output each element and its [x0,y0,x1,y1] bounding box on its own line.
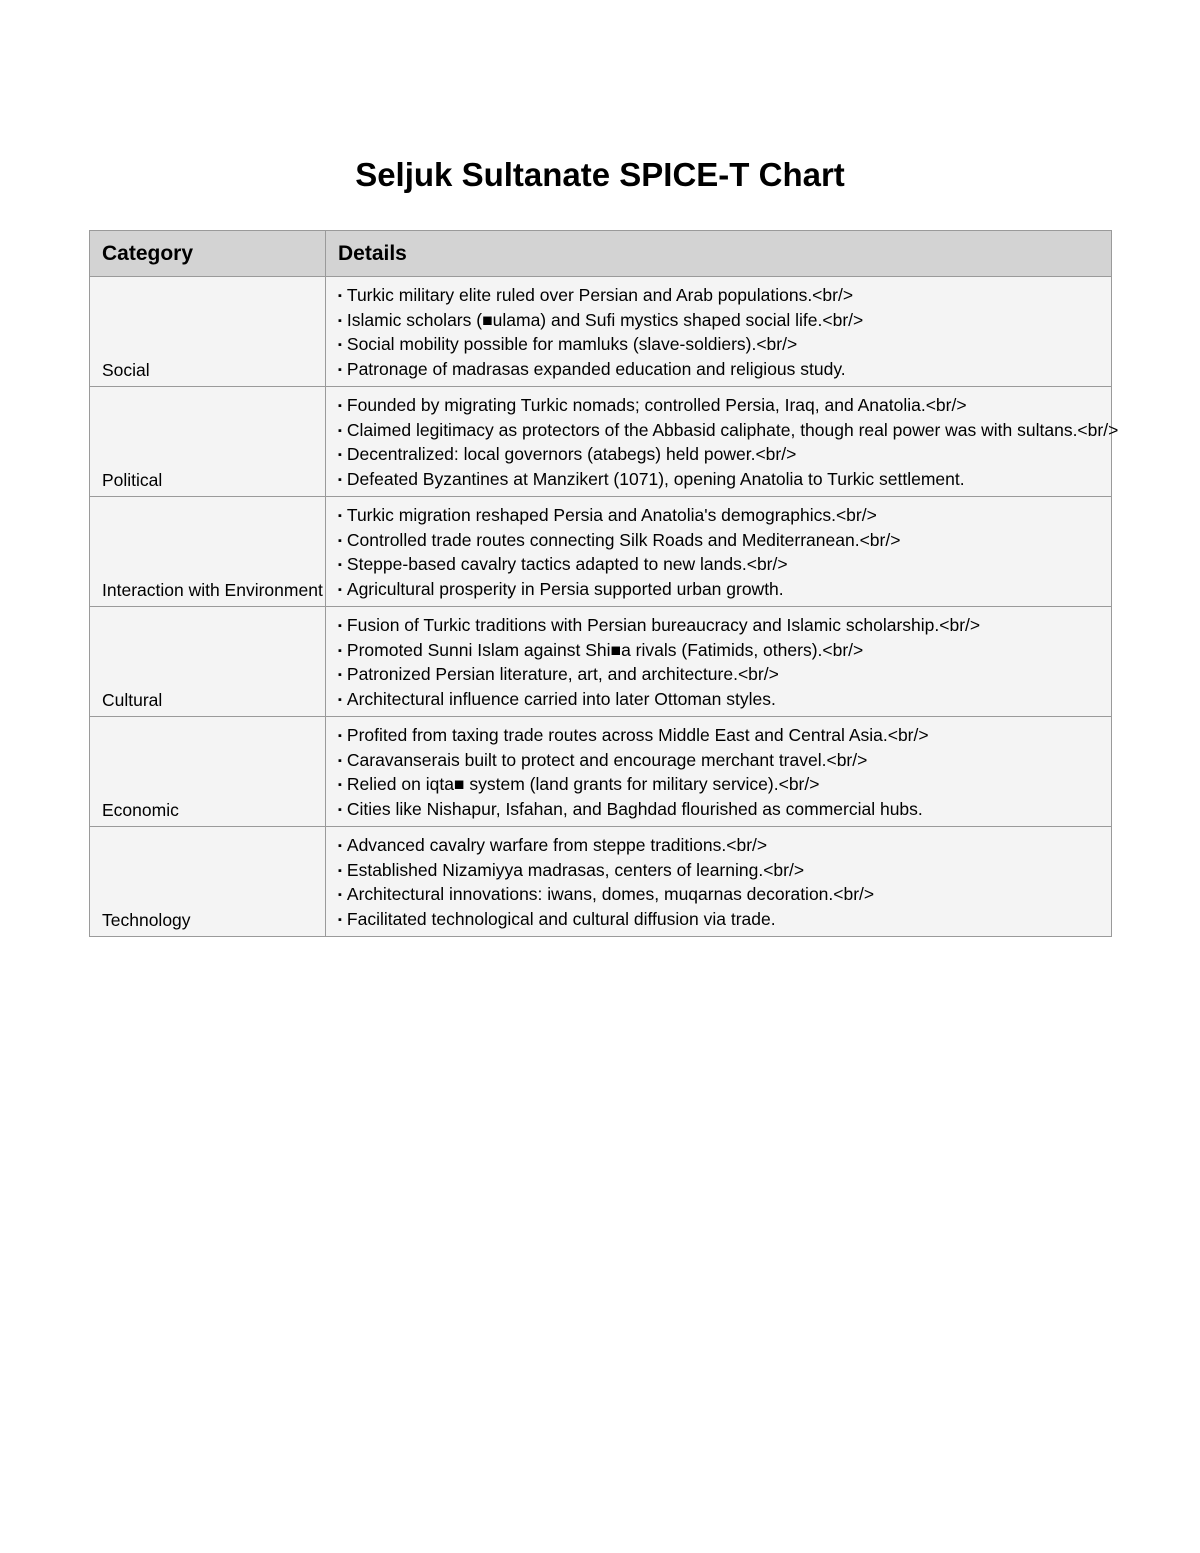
detail-item [338,798,1099,823]
bullet-icon: ▪ [338,559,342,571]
detail-text: Architectural innovations: iwans, domes, muqarnas decoration.<br/> [346,884,875,904]
bullet-icon: ▪ [338,473,342,486]
bullet-icon: ▪ [338,864,342,877]
spice-t-table [89,230,1119,937]
detail-text: Claimed legitimacy as protectors of the Abbasid caliphate, though real power was with sultans.<br/> [346,419,1119,440]
detail-text: Cities like Nishapur, Isfahan, and Baghdad flourished as commercial hubs. [346,798,923,819]
detail-item [338,394,1099,419]
detail-item [338,358,1099,383]
detail-item [338,443,1099,468]
category-cell: Social [90,277,326,387]
bullet-icon: ▪ [338,339,342,351]
bullet-icon: ▪ [338,693,342,706]
bullet-icon: ▪ [338,754,342,767]
detail-text: Fusion of Turkic traditions with Persian bureaucracy and Islamic scholarship.<br/> [346,615,981,635]
detail-text: Promoted Sunni Islam against Shi■a rivals (Fatimids, others).<br/> [346,639,864,660]
bullet-icon: ▪ [338,534,342,547]
bullet-icon: ▪ [338,363,342,376]
table-body [90,277,1119,937]
detail-item [338,504,1099,529]
bullet-icon: ▪ [338,620,342,632]
bullet-icon: ▪ [338,583,342,596]
detail-item [338,773,1099,798]
detail-text: Caravanserais built to protect and encourage merchant travel.<br/> [346,749,868,770]
detail-text: Profited from taxing trade routes across Middle East and Central Asia.<br/> [346,725,929,745]
detail-text: Social mobility possible for mamluks (slave-soldiers).<br/> [346,334,798,354]
detail-item [338,284,1099,309]
detail-item [338,614,1099,639]
details-cell [326,387,1119,497]
detail-text: Established Nizamiyya madrasas, centers of learning.<br/> [346,859,805,880]
details-cell [326,717,1112,827]
detail-text: Turkic migration reshaped Persia and Anatolia's demographics.<br/> [346,505,877,525]
table-row [90,607,1112,717]
bullet-icon: ▪ [338,400,342,412]
details-cell [326,497,1112,607]
detail-item [338,419,1119,444]
detail-text: Advanced cavalry warfare from steppe traditions.<br/> [346,835,768,855]
detail-text: Turkic military elite ruled over Persian and Arab populations.<br/> [346,285,854,305]
table-row [90,277,1112,387]
detail-item [338,553,1099,578]
bullet-icon: ▪ [338,779,342,791]
detail-item [338,529,1099,554]
bullet-icon: ▪ [338,424,342,437]
detail-text: Decentralized: local governors (atabegs) held power.<br/> [346,444,797,464]
detail-text: Defeated Byzantines at Manzikert (1071), opening Anatolia to Turkic settlement. [346,468,965,489]
detail-item [338,309,1099,334]
detail-item [338,468,1099,493]
category-cell: Political [90,387,326,497]
detail-item [338,834,1099,859]
bullet-icon: ▪ [338,314,342,327]
header-category: Category [90,231,326,277]
bullet-icon: ▪ [338,669,342,681]
detail-text: Relied on iqta■ system (land grants for military service).<br/> [346,774,820,794]
bullet-icon: ▪ [338,913,342,926]
details-cell [326,277,1112,387]
bullet-icon: ▪ [338,730,342,742]
bullet-icon: ▪ [338,449,342,461]
detail-text: Agricultural prosperity in Persia supported urban growth. [346,578,784,599]
detail-text: Patronage of madrasas expanded education and religious study. [346,358,846,379]
detail-text: Facilitated technological and cultural diffusion via trade. [346,908,776,929]
detail-text: Islamic scholars (■ulama) and Sufi mystics shaped social life.<br/> [346,309,864,330]
table-row [90,827,1112,937]
detail-item [338,578,1099,603]
table-row [90,717,1112,827]
category-cell: Technology [90,827,326,937]
detail-item [338,688,1099,713]
bullet-icon: ▪ [338,840,342,852]
bullet-icon: ▪ [338,290,342,302]
detail-text: Steppe-based cavalry tactics adapted to new lands.<br/> [346,554,788,574]
detail-text: Patronized Persian literature, art, and architecture.<br/> [346,664,779,684]
page-title: Seljuk Sultanate SPICE-T Chart [355,156,845,193]
table-row [90,497,1112,607]
bullet-icon: ▪ [338,510,342,522]
table-row [90,387,1112,497]
details-cell [326,607,1112,717]
detail-text: Founded by migrating Turkic nomads; controlled Persia, Iraq, and Anatolia.<br/> [346,395,967,415]
details-cell [326,827,1112,937]
category-cell: Cultural [90,607,326,717]
detail-item [338,908,1099,933]
detail-item [338,859,1099,884]
detail-text: Architectural influence carried into later Ottoman styles. [346,688,776,709]
category-cell: Interaction with Environment [90,497,326,607]
detail-item [338,333,1099,358]
detail-text: Controlled trade routes connecting Silk Roads and Mediterranean.<br/> [346,529,901,550]
bullet-icon: ▪ [338,889,342,901]
category-cell: Economic [90,717,326,827]
bullet-icon: ▪ [338,644,342,657]
detail-item [338,639,1099,664]
detail-item [338,724,1099,749]
header-details: Details [326,231,1112,277]
detail-item [338,749,1099,774]
detail-item [338,663,1099,688]
bullet-icon: ▪ [338,803,342,816]
detail-item [338,883,1099,908]
table-header-row [90,231,1112,277]
